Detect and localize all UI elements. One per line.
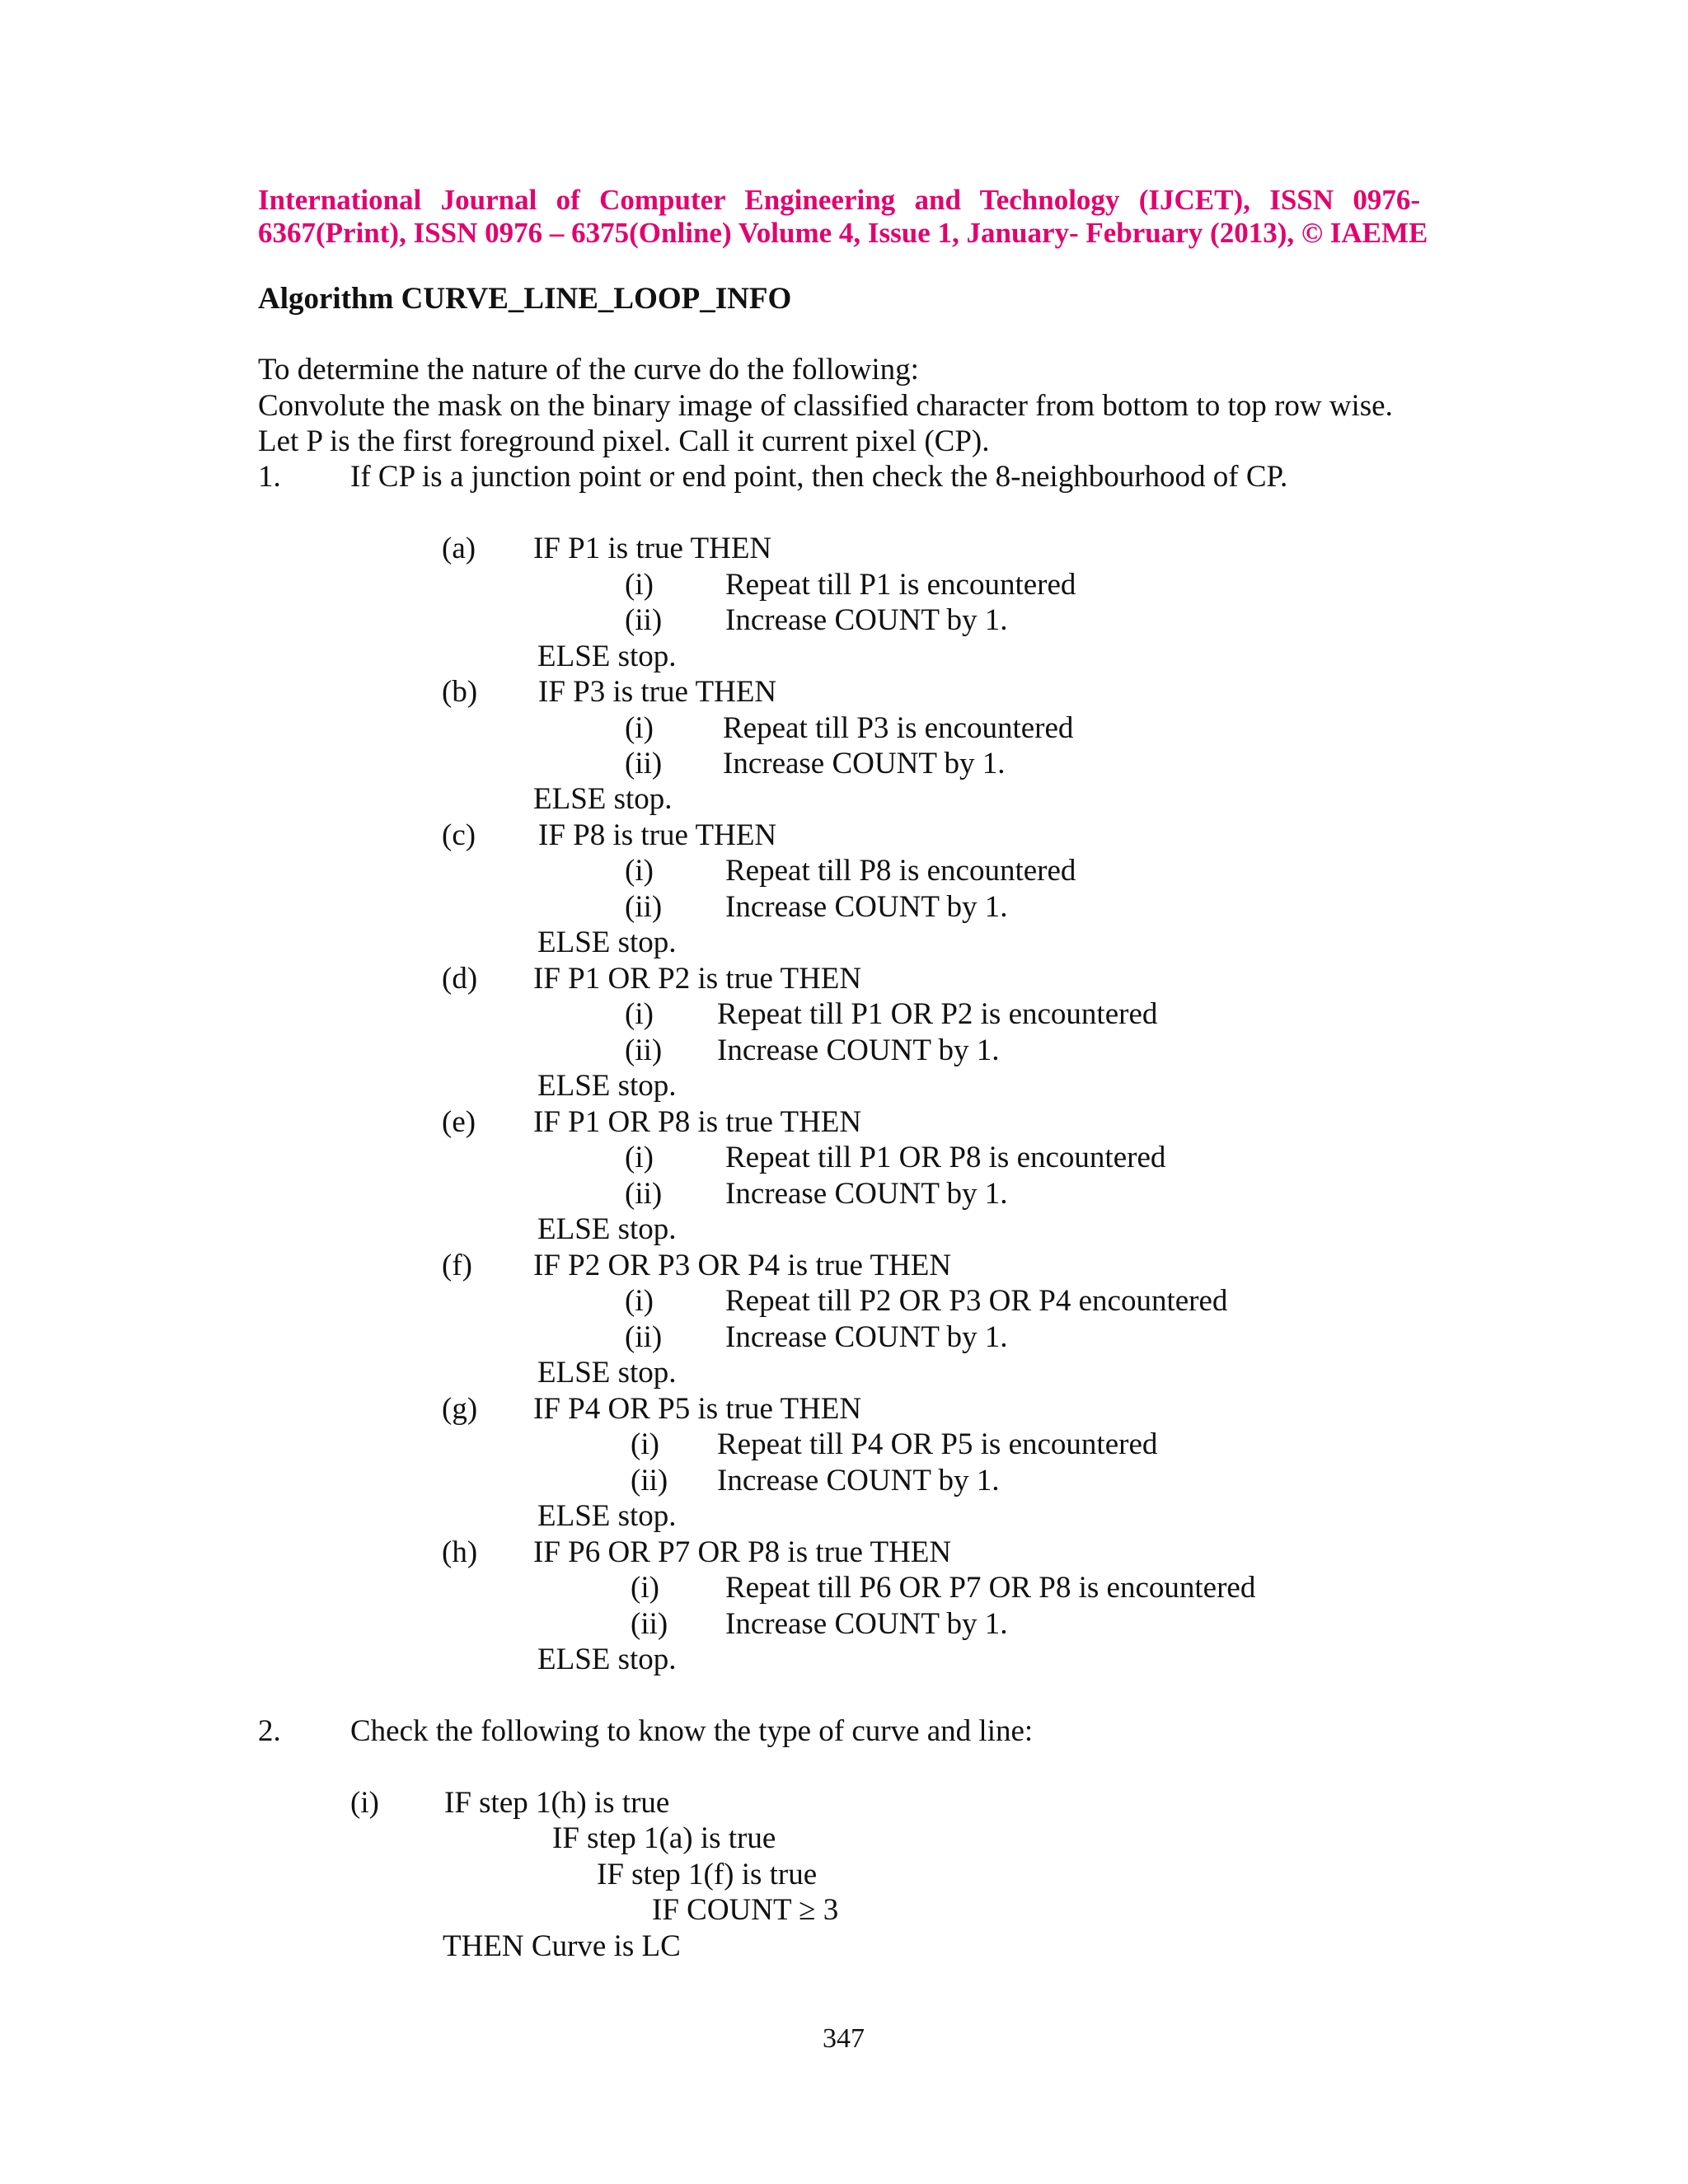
sub-i-line-4: IF COUNT ≥ 3 <box>652 1893 839 1927</box>
journal-header <box>258 184 1428 250</box>
case-label: (e) <box>442 1105 476 1139</box>
case-condition: IF P1 is true THEN <box>533 532 772 565</box>
case-sub-i-label: (i) <box>625 711 654 745</box>
case-sub-i-text: Repeat till P4 OR P5 is encountered <box>717 1427 1158 1461</box>
case-else: ELSE stop. <box>537 926 677 959</box>
case-sub-i-text: Repeat till P8 is encountered <box>725 854 1076 888</box>
case-sub-i-text: Repeat till P6 OR P7 OR P8 is encountered <box>725 1571 1256 1605</box>
page-number: 347 <box>823 2023 865 2054</box>
case-else: ELSE stop. <box>533 782 673 816</box>
step-2-number: 2. <box>258 1714 281 1748</box>
case-sub-i-label: (i) <box>625 854 654 888</box>
step-1-text: If CP is a junction point or end point, then check the 8-neighbourhood of CP. <box>350 460 1288 494</box>
case-condition: IF P4 OR P5 is true THEN <box>533 1392 862 1426</box>
sub-i-line-5: THEN Curve is LC <box>443 1929 681 1963</box>
case-sub-ii-label: (ii) <box>625 1033 663 1067</box>
journal-header-line-2: 6367(Print), ISSN 0976 – 6375(Online) Volume 4, Issue 1, January- February (2013), © IAEME <box>258 217 1428 249</box>
sub-i-line-1: IF step 1(h) is true <box>444 1786 670 1820</box>
case-sub-ii-text: Increase COUNT by 1. <box>723 747 1006 780</box>
case-sub-ii-label: (ii) <box>625 890 663 924</box>
case-sub-ii-label: (ii) <box>625 1320 663 1354</box>
case-sub-i-label: (i) <box>631 1571 659 1605</box>
case-sub-ii-text: Increase COUNT by 1. <box>725 1177 1008 1211</box>
case-sub-i-label: (i) <box>631 1427 659 1461</box>
case-condition: IF P2 OR P3 OR P4 is true THEN <box>533 1249 952 1282</box>
case-condition: IF P3 is true THEN <box>538 675 777 709</box>
step-1-number: 1. <box>258 460 281 494</box>
sub-i-line-2: IF step 1(a) is true <box>552 1821 776 1855</box>
case-label: (f) <box>442 1249 472 1282</box>
case-label: (d) <box>442 962 478 996</box>
case-condition: IF P6 OR P7 OR P8 is true THEN <box>533 1535 952 1569</box>
case-sub-ii-label: (ii) <box>625 603 663 637</box>
case-sub-i-text: Repeat till P1 OR P8 is encountered <box>725 1141 1166 1174</box>
step-2-text: Check the following to know the type of curve and line: <box>350 1714 1034 1748</box>
case-sub-ii-text: Increase COUNT by 1. <box>725 1320 1008 1354</box>
case-label: (a) <box>442 532 476 565</box>
case-sub-i-label: (i) <box>625 1141 654 1174</box>
intro-line-2: Convolute the mask on the binary image of classified character from bottom to top row wise. <box>258 389 1393 423</box>
journal-header-line-1: International Journal of Computer Engineering and Technology (IJCET), ISSN 0976- <box>258 184 1420 216</box>
sub-i-label: (i) <box>350 1786 379 1820</box>
case-condition: IF P1 OR P8 is true THEN <box>533 1105 862 1139</box>
case-else: ELSE stop. <box>537 1499 677 1533</box>
case-sub-ii-label: (ii) <box>625 747 663 780</box>
intro-line-1: To determine the nature of the curve do the following: <box>258 353 919 387</box>
case-else: ELSE stop. <box>537 640 677 673</box>
case-sub-i-text: Repeat till P1 OR P2 is encountered <box>717 997 1158 1031</box>
case-else: ELSE stop. <box>537 1212 677 1246</box>
case-label: (h) <box>442 1535 478 1569</box>
case-sub-i-label: (i) <box>625 568 654 602</box>
case-sub-ii-text: Increase COUNT by 1. <box>717 1464 1000 1497</box>
case-sub-i-text: Repeat till P1 is encountered <box>725 568 1076 602</box>
case-sub-ii-text: Increase COUNT by 1. <box>725 890 1008 924</box>
case-sub-i-label: (i) <box>625 1284 654 1318</box>
case-else: ELSE stop. <box>537 1069 677 1103</box>
algorithm-heading: Algorithm CURVE_LINE_LOOP_INFO <box>258 282 792 316</box>
case-sub-ii-label: (ii) <box>631 1464 668 1497</box>
case-sub-ii-label: (ii) <box>625 1177 663 1211</box>
case-label: (c) <box>442 818 476 852</box>
case-sub-ii-text: Increase COUNT by 1. <box>725 603 1008 637</box>
case-sub-ii-text: Increase COUNT by 1. <box>725 1607 1008 1641</box>
case-condition: IF P1 OR P2 is true THEN <box>533 962 862 996</box>
case-sub-i-text: Repeat till P2 OR P3 OR P4 encountered <box>725 1284 1228 1318</box>
intro-line-3: Let P is the first foreground pixel. Call it current pixel (CP). <box>258 424 990 458</box>
case-label: (g) <box>442 1392 478 1426</box>
case-label: (b) <box>442 675 478 709</box>
case-else: ELSE stop. <box>537 1356 677 1390</box>
case-sub-ii-label: (ii) <box>631 1607 668 1641</box>
case-sub-i-label: (i) <box>625 997 654 1031</box>
case-sub-i-text: Repeat till P3 is encountered <box>723 711 1074 745</box>
case-else: ELSE stop. <box>537 1643 677 1676</box>
sub-i-line-3: IF step 1(f) is true <box>597 1858 818 1891</box>
case-sub-ii-text: Increase COUNT by 1. <box>717 1033 1000 1067</box>
case-condition: IF P8 is true THEN <box>538 818 777 852</box>
